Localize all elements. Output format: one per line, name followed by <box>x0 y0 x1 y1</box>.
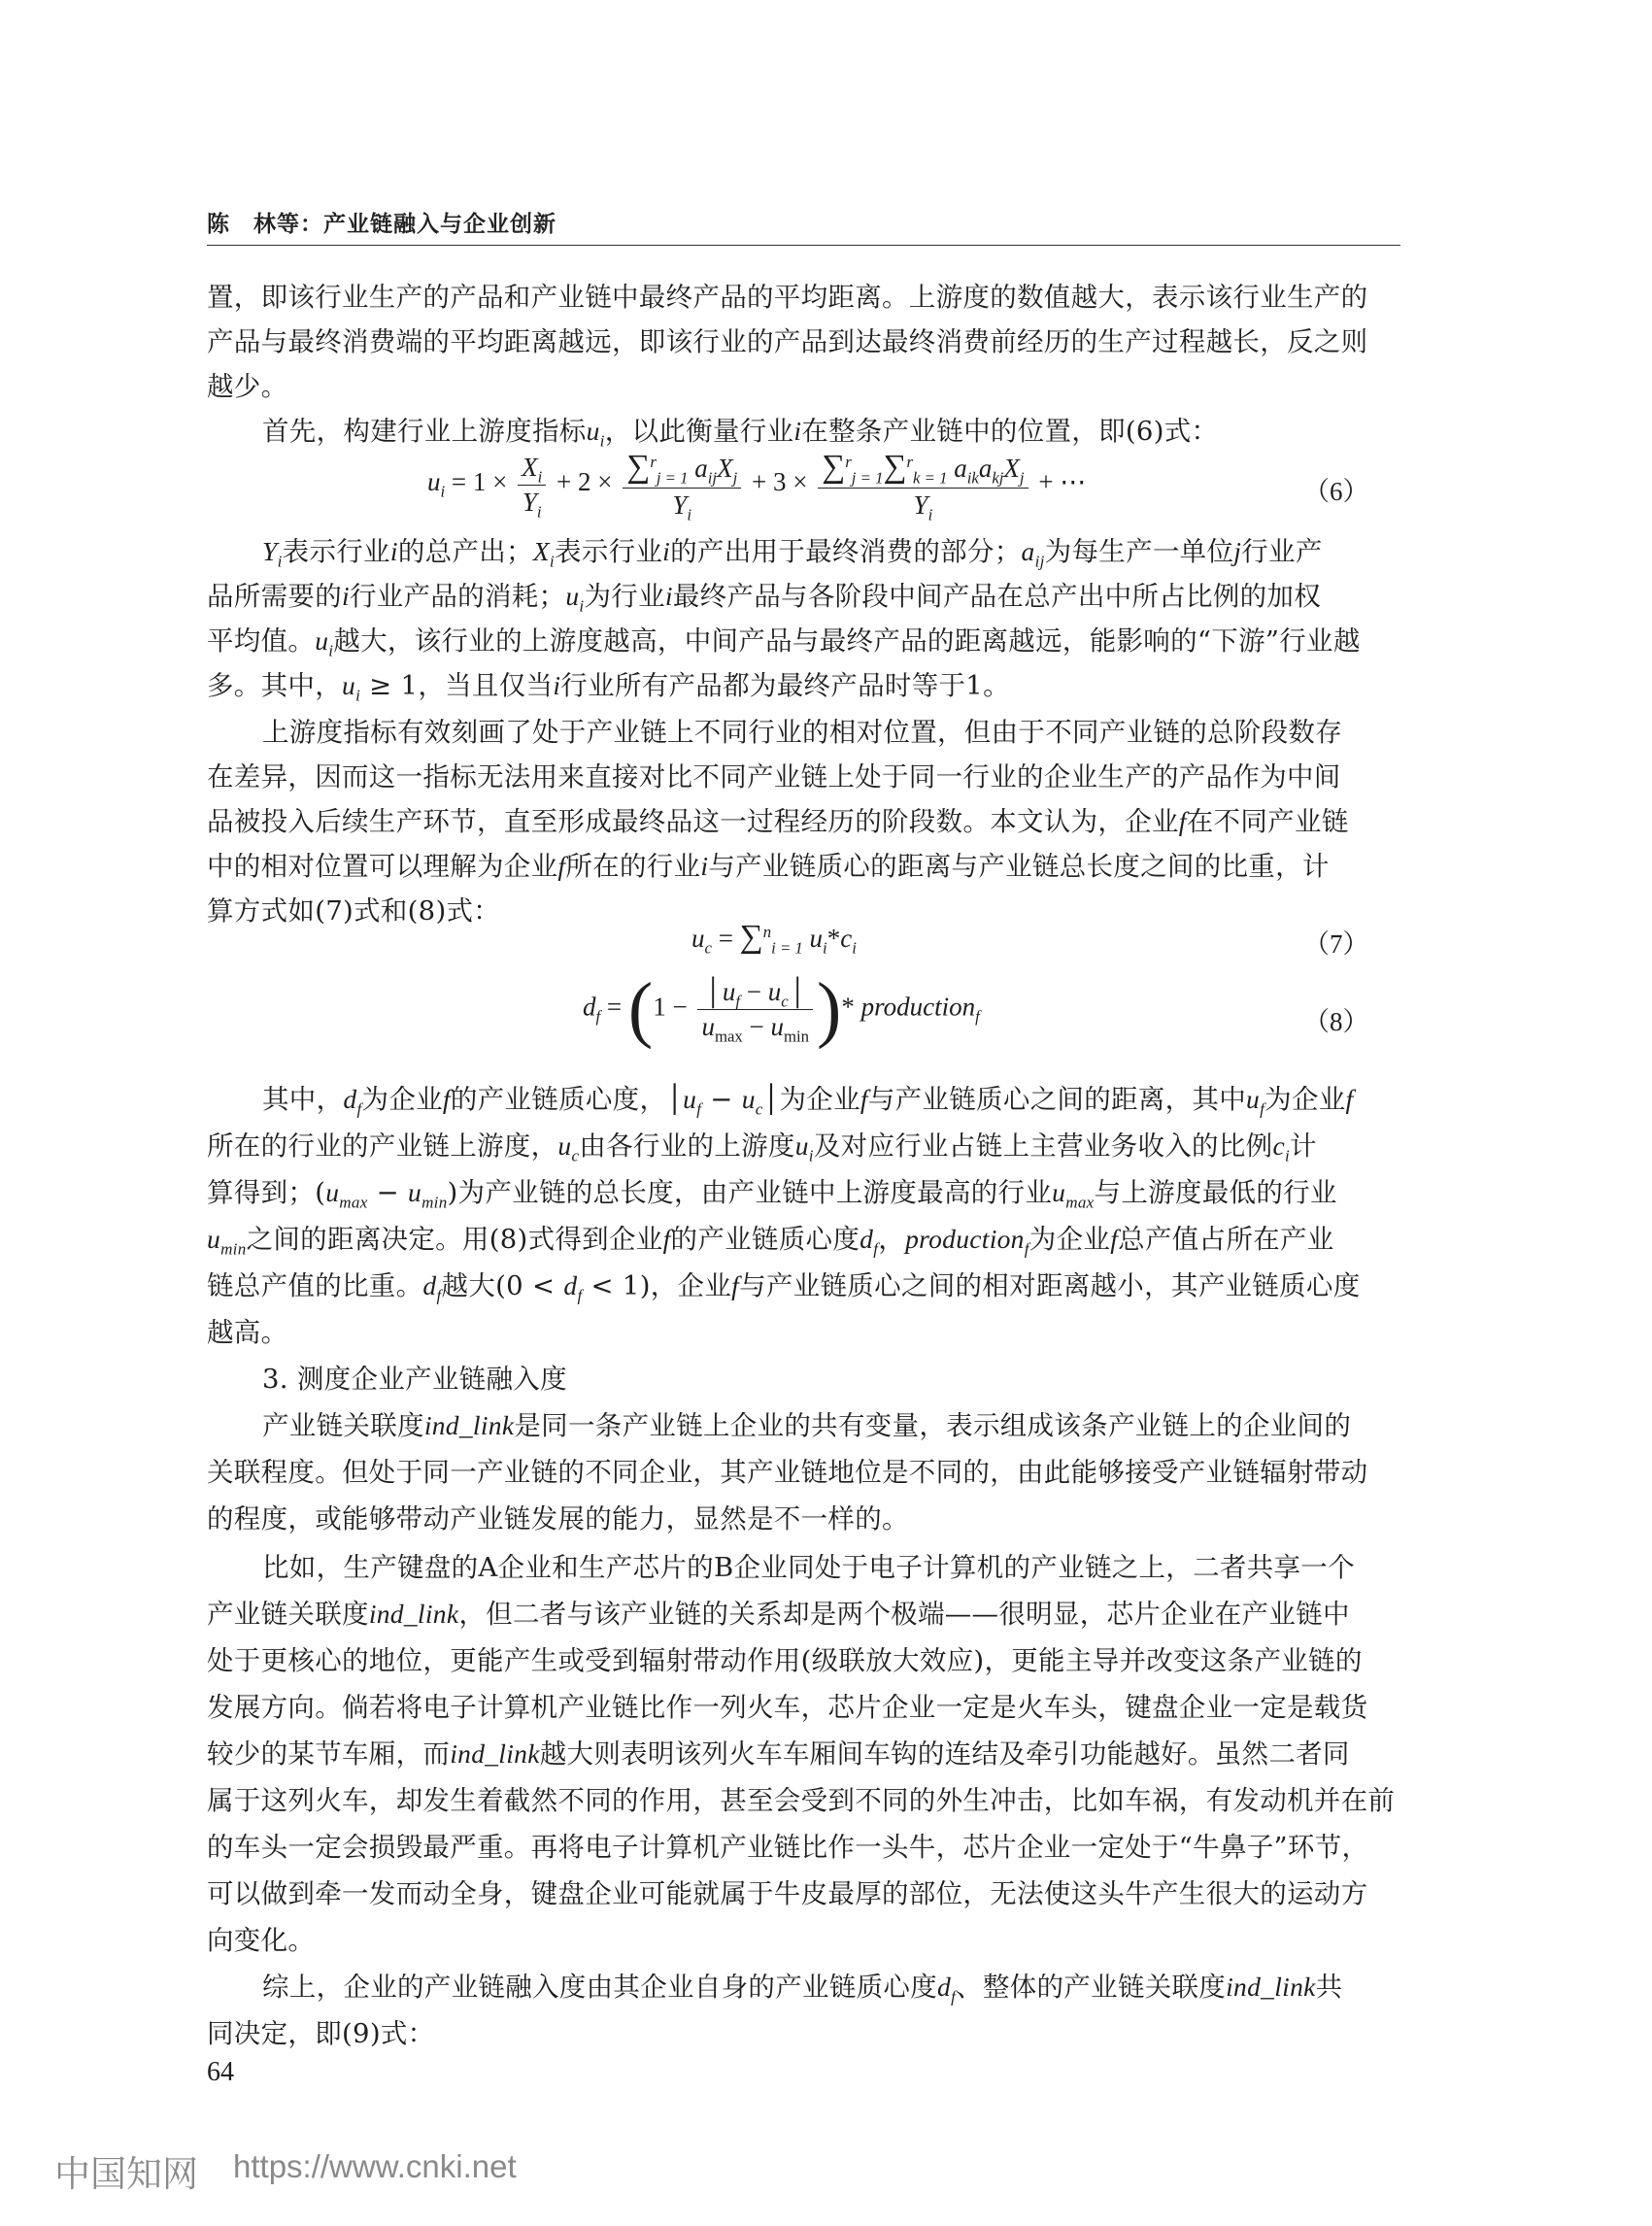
text-line: 可以做到牵一发而动全身，键盘企业可能就属于牛皮最厚的部位，无法使这头牛产生很大的运动方 <box>207 1878 1368 1909</box>
text-line: 向变化。 <box>207 1925 316 1956</box>
equation-6: $u_i = 1$ × $\frac{X_i}{Y_i}$ + 2 × $\frac{\sum^r_{j = 1} a_{ij}X_j}{Y_i}$ + 3 × $\frac{\sum^r_{j = 1}\sum^r_{k = 1} a_{ik}a_{kj}X_j}{Y_i}$ + ⋯ <box>427 449 1087 524</box>
text-line: 品被投入后续生产环节，直至形成最终品这一过程经历的阶段数。本文认为，企业f在不同产业链 <box>207 806 1349 837</box>
text-line: 的程度，或能够带动产业链发展的能力，显然是不一样的。 <box>207 1503 909 1535</box>
text-line: 置，即该行业生产的产品和产业链中最终产品的平均距离。上游度的数值越大，表示该行业生产的 <box>207 282 1368 313</box>
text-line: 发展方向。倘若将电子计算机产业链比作一列火车，芯片企业一定是火车头，键盘企业一定是载货 <box>207 1692 1368 1723</box>
text-line: 关联程度。但处于同一产业链的不同企业，其产业链地位是不同的，由此能够接受产业链辐射带动 <box>207 1457 1368 1488</box>
text-line: 产品与最终消费端的平均距离越远，即该行业的产品到达最终消费前经历的生产过程越长，反之则 <box>207 326 1368 357</box>
text-line: 在差异，因而这一指标无法用来直接对比不同产业链上处于同一行业的企业生产的产品作为中间 <box>207 761 1341 793</box>
text-line: 比如，生产键盘的A企业和生产芯片的B企业同处于电子计算机的产业链之上，二者共享一个 <box>262 1552 1355 1583</box>
cnki-watermark-url: https://www.cnki.net <box>233 2148 517 2184</box>
text-line: 综上，企业的产业链融入度由其企业自身的产业链质心度$d_f$、整体的产业链关联度ind_link共 <box>262 1972 1343 2007</box>
text-line: 越高。 <box>207 1317 288 1348</box>
text-line: 产业链关联度ind_link，但二者与该产业链的关系却是两个极端——很明显，芯片企业在产业链中 <box>207 1599 1350 1630</box>
text-line: 产业链关联度ind_link是同一条产业链上企业的共有变量，表示组成该条产业链上的企业间的 <box>262 1410 1352 1441</box>
text-line: 越少。 <box>207 371 288 402</box>
text-line: 处于更核心的地位，更能产生或受到辐射带动作用(级联放大效应)，更能主导并改变这条产业链的 <box>207 1645 1363 1676</box>
text-line: 其中，$d_f$为企业f的产业链质心度，$│u_f$ − $u_c│$为企业f与产业链质心之间的距离，其中$u_f$为企业f <box>262 1084 1354 1119</box>
text-line: 上游度指标有效刻画了处于产业链上不同行业的相对位置，但由于不同产业链的总阶段数存 <box>262 717 1342 748</box>
text-line: 首先，构建行业上游度指标$u_i$，以此衡量行业i在整条产业链中的位置，即(6)式： <box>262 416 1219 451</box>
text-line: 链总产值的比重。$d_f$越大$(0 < d_f < 1)$，企业f与产业链质心之间的相对距离越小，其产业链质心度 <box>207 1270 1361 1305</box>
text-line: $Y_i$表示行业i的总产出；$X_i$表示行业i的产出用于最终消费的部分；$a_{ij}$为每生产一单位j行业产 <box>262 536 1323 571</box>
equation-number: （7） <box>1303 929 1369 959</box>
equation-number: （8） <box>1303 1007 1369 1036</box>
text-line: 属于这列火车，却发生着截然不同的作用，甚至会受到不同的外生冲击，比如车祸，有发动机并在前 <box>207 1785 1396 1816</box>
text-line: 中的相对位置可以理解为企业f所在的行业i与产业链质心的距离与产业链总长度之间的比重，计 <box>207 851 1330 882</box>
equation-8: $d_f = (1$ − $\frac{│u_f - u_c│}{u_{max} - u_{min}}$ )* production$_f$ <box>583 968 980 1050</box>
text-line: 算方式如(7)式和(8)式： <box>207 895 501 927</box>
equation-7: $u_c = \sum^n_{i = 1}$ $u_i*c_i$ <box>691 919 857 958</box>
text-line: 平均值。$u_i$越大，该行业的上游度越高，中间产品与最终产品的距离越远，能影响的“下游”行业越 <box>207 625 1361 660</box>
text-line: 较少的某节车厢，而ind_link越大则表明该列火车车厢间车钩的连结及牵引功能越好。虽然二者同 <box>207 1738 1350 1770</box>
header-rule <box>207 245 1400 246</box>
section-heading: 3. 测度企业产业链融入度 <box>262 1364 567 1395</box>
cnki-watermark-logo: 中国知网 <box>54 2153 198 2195</box>
text-line: 所在的行业的产业链上游度，$u_c$由各行业的上游度$u_i$及对应行业占链上主营业务收入的比例$c_i$计 <box>207 1130 1317 1165</box>
text-line: 同决定，即(9)式： <box>207 2018 435 2049</box>
equation-number: （6） <box>1303 477 1369 506</box>
text-line: 多。其中，$u_i \ge 1$，当且仅当i行业所有产品都为最终产品时等于1。 <box>207 670 1010 705</box>
running-title: 陈 林等：产业链融入与企业创新 <box>207 212 556 237</box>
text-line: 算得到；$(u_{max} - u_{min})$为产业链的总长度，由产业链中上游度最高的行业$u_{max}$与上游度最低的行业 <box>207 1177 1337 1212</box>
text-line: $u_{min}$之间的距离决定。用(8)式得到企业f的产业链质心度$d_f$，production$_f$为企业f总产值占所在产业 <box>207 1224 1334 1259</box>
text-line: 品所需要的i行业产品的消耗；$u_i$为行业i最终产品与各阶段中间产品在总产出中所占比例的加权 <box>207 581 1322 616</box>
page-number: 64 <box>207 2057 234 2087</box>
text-line: 的车头一定会损毁最严重。再将电子计算机产业链比作一头牛，芯片企业一定处于“牛鼻子”环节， <box>207 1832 1369 1863</box>
